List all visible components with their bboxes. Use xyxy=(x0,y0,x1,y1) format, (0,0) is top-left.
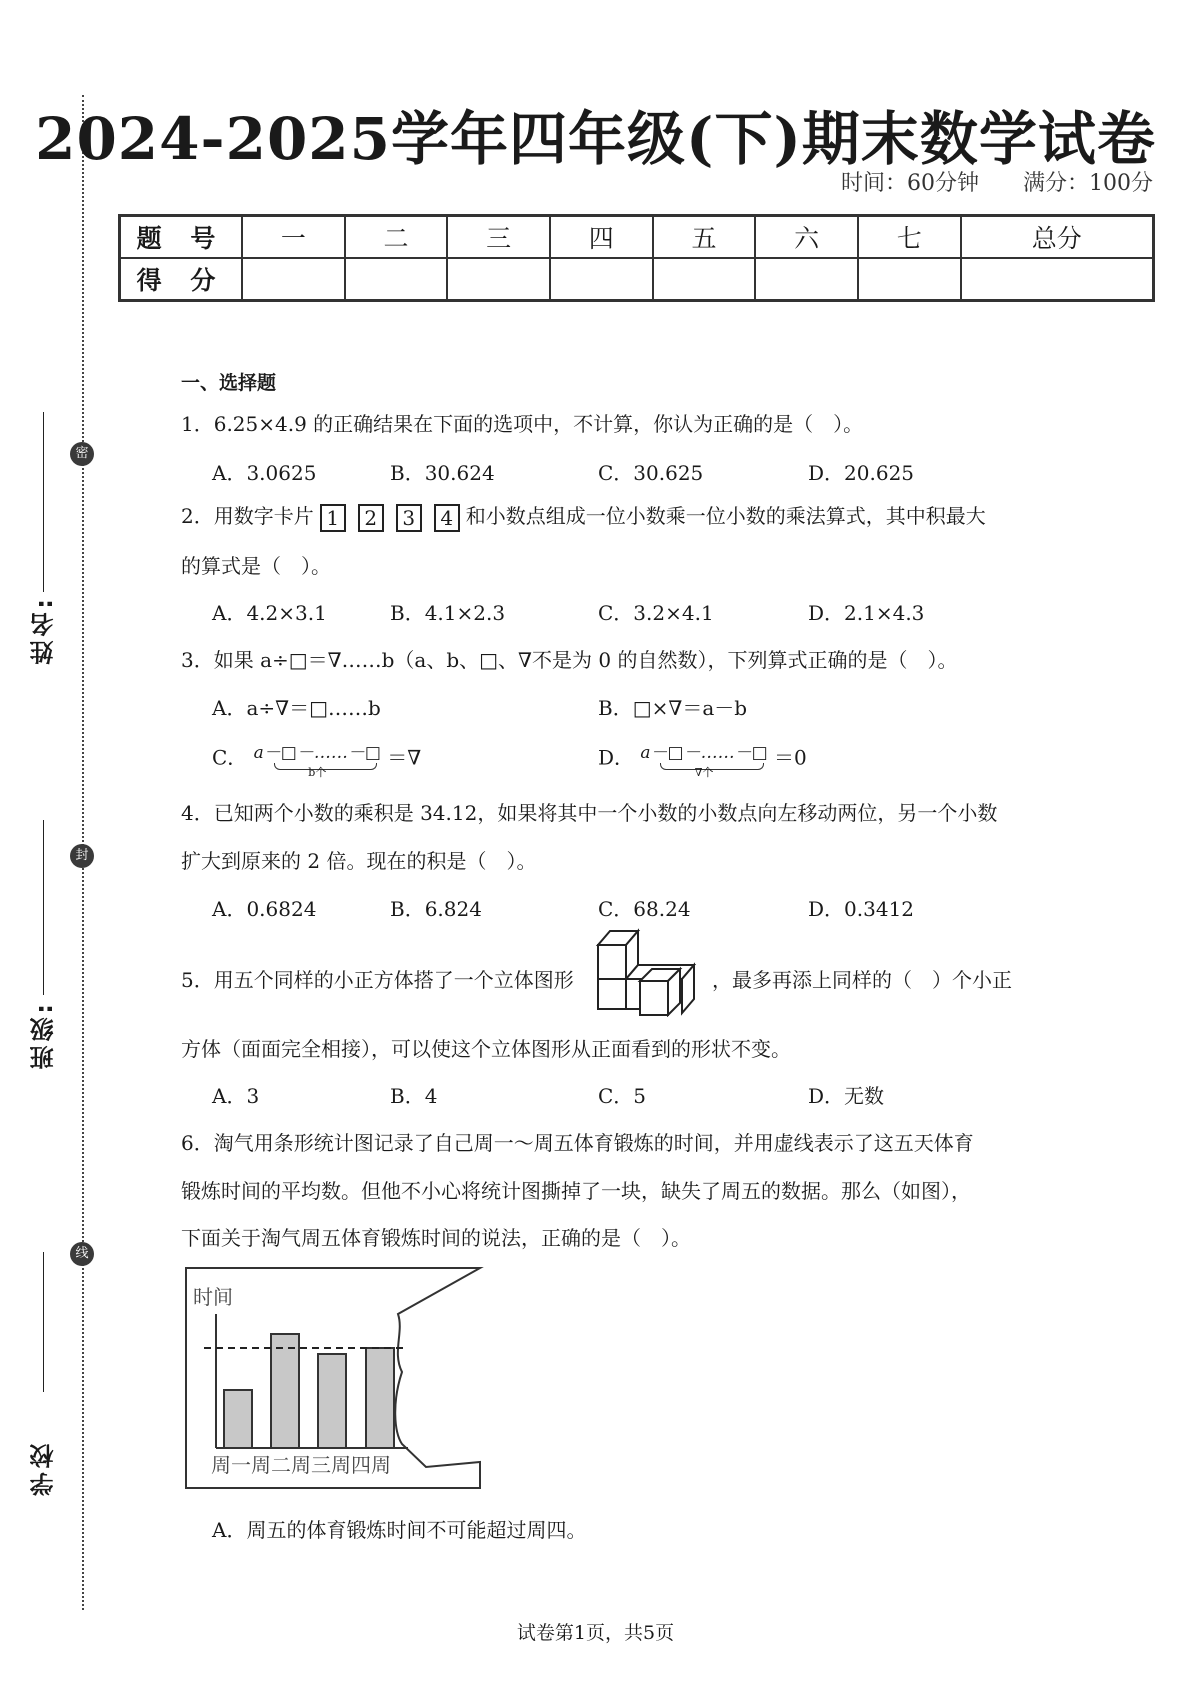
question-2-line2: 的算式是（ ）。 xyxy=(181,554,331,578)
score-table xyxy=(118,214,1155,302)
q3d-result: ＝0 xyxy=(774,745,807,770)
question-4-line2: 扩大到原来的 2 倍。现在的积是（ ）。 xyxy=(181,849,537,873)
digit-card: 3 xyxy=(396,504,422,532)
q3d-underbrace-expr xyxy=(640,738,767,780)
q4-option-c[interactable]: C．68.24 xyxy=(598,897,691,921)
question-5-text-before: 5．用五个同样的小正方体搭了一个立体图形 xyxy=(181,968,574,992)
question-5-line2: 方体（面面完全相接），可以使这个立体图形从正面看到的形状不变。 xyxy=(181,1037,791,1061)
col-header: 二 xyxy=(345,216,448,259)
q1-option-d[interactable]: D．20.625 xyxy=(808,461,915,485)
q3-option-b[interactable]: B．□×∇＝a－b xyxy=(598,696,748,720)
q3c-brace-label: b个 xyxy=(308,766,327,779)
q1-option-c[interactable]: C．30.625 xyxy=(598,461,704,485)
digit-card: 2 xyxy=(358,504,384,532)
q2-option-b[interactable]: B．4.1×2.3 xyxy=(390,601,506,625)
q3c-expr: a－□－……－□ xyxy=(253,743,381,763)
score-cell[interactable] xyxy=(653,258,756,301)
school-field-label: 学校 xyxy=(30,1440,58,1496)
q4-option-b[interactable]: B．6.824 xyxy=(390,897,482,921)
score-cell-total[interactable] xyxy=(961,258,1154,301)
col-header: 四 xyxy=(550,216,653,259)
q3d-label: D． xyxy=(598,745,635,770)
question-3-text: 3．如果 a÷□＝∇……b（a、b、□、∇不是为 0 的自然数），下列算式正确的是（ ）。 xyxy=(181,648,958,672)
q3c-result: ＝∇ xyxy=(387,745,422,770)
score-cell[interactable] xyxy=(550,258,653,301)
col-header: 五 xyxy=(653,216,756,259)
bar-tue xyxy=(271,1334,299,1448)
q2-text-after: 和小数点组成一位小数乘一位小数的乘法算式，其中积最大 xyxy=(465,504,986,528)
torn-bar-chart xyxy=(180,1262,490,1494)
digit-card: 1 xyxy=(320,504,346,532)
q1-option-a[interactable]: A．3.0625 xyxy=(212,461,317,485)
q2-text-before: 2．用数字卡片 xyxy=(181,504,314,528)
question-5-text-after: ，最多再添上同样的（ ）个小正 xyxy=(712,968,1012,992)
section-heading: 一、选择题 xyxy=(181,372,277,394)
score-cell[interactable] xyxy=(447,258,550,301)
q3d-brace-label: ∇个 xyxy=(694,766,714,779)
q5-option-d[interactable]: D．无数 xyxy=(808,1084,885,1108)
score-cell[interactable] xyxy=(755,258,858,301)
score-cell[interactable] xyxy=(345,258,448,301)
score-table-score-row xyxy=(120,258,1154,301)
q1-option-b[interactable]: B．30.624 xyxy=(390,461,495,485)
q5-option-a[interactable]: A．3 xyxy=(212,1084,260,1108)
row-label-score: 得 分 xyxy=(120,258,243,301)
bar-thu xyxy=(366,1348,394,1448)
question-4-text: 4．已知两个小数的乘积是 34.12，如果将其中一个小数的小数点向左移动两位，另一个小数 xyxy=(181,801,998,825)
q3c-label: C． xyxy=(212,745,248,770)
col-header: 六 xyxy=(755,216,858,259)
col-header: 七 xyxy=(858,216,961,259)
class-field-line[interactable] xyxy=(43,820,44,995)
seal-mi-icon: 密 xyxy=(70,442,94,466)
name-field-line[interactable] xyxy=(43,412,44,592)
name-field-label: 姓名: xyxy=(30,595,58,665)
q3d-expr: a－□－……－□ xyxy=(640,743,768,763)
q3-option-a[interactable]: A．a÷∇＝□……b xyxy=(212,696,381,720)
exam-meta xyxy=(841,166,1153,197)
exam-full-score: 满分：100分 xyxy=(1023,171,1153,196)
x-axis-labels: 周一周二周三周四周 xyxy=(211,1453,391,1477)
col-header-total: 总分 xyxy=(961,216,1154,259)
seal-xian-icon: 线 xyxy=(70,1242,94,1266)
q4-option-d[interactable]: D．0.3412 xyxy=(808,897,915,921)
row-label-question-number: 题 号 xyxy=(120,216,243,259)
question-6-line3: 下面关于淘气周五体育锻炼时间的说法，正确的是（ ）。 xyxy=(181,1226,691,1250)
q3-option-c[interactable] xyxy=(212,738,421,780)
page-footer: 试卷第1页，共5页 xyxy=(516,1622,675,1644)
bar-mon xyxy=(224,1390,252,1448)
q3-option-d[interactable] xyxy=(598,738,807,780)
page-title: 2024-2025学年四年级(下)期末数学试卷 xyxy=(35,105,1156,173)
q6-option-a[interactable]: A．周五的体育锻炼时间不可能超过周四。 xyxy=(212,1518,587,1542)
class-field-label: 班级: xyxy=(30,1000,58,1070)
q5-option-b[interactable]: B．4 xyxy=(390,1084,438,1108)
q5-option-c[interactable]: C．5 xyxy=(598,1084,647,1108)
exam-time: 时间：60分钟 xyxy=(841,171,979,196)
col-header: 一 xyxy=(242,216,345,259)
y-axis-label: 时间 xyxy=(193,1285,233,1309)
question-2-text xyxy=(181,500,986,532)
score-cell[interactable] xyxy=(242,258,345,301)
score-cell[interactable] xyxy=(858,258,961,301)
seal-feng-icon: 封 xyxy=(70,844,94,868)
q4-option-a[interactable]: A．0.6824 xyxy=(212,897,317,921)
question-6-text: 6．淘气用条形统计图记录了自己周一～周五体育锻炼的时间，并用虚线表示了这五天体育 xyxy=(181,1131,974,1155)
q2-option-c[interactable]: C．3.2×4.1 xyxy=(598,601,714,625)
col-header: 三 xyxy=(447,216,550,259)
score-table-header-row xyxy=(120,216,1154,259)
school-field-line[interactable] xyxy=(43,1252,44,1392)
q2-option-a[interactable]: A．4.2×3.1 xyxy=(212,601,327,625)
q2-option-d[interactable]: D．2.1×4.3 xyxy=(808,601,925,625)
cube-stack-figure xyxy=(592,925,708,1017)
question-1-text: 1．6.25×4.9 的正确结果在下面的选项中，不计算，你认为正确的是（ ）。 xyxy=(181,412,864,436)
bar-wed xyxy=(318,1354,346,1448)
q3c-underbrace-expr xyxy=(254,738,381,780)
digit-card: 4 xyxy=(434,504,460,532)
question-6-line2: 锻炼时间的平均数。但他不小心将统计图撕掉了一块，缺失了周五的数据。那么（如图）， xyxy=(181,1179,971,1203)
